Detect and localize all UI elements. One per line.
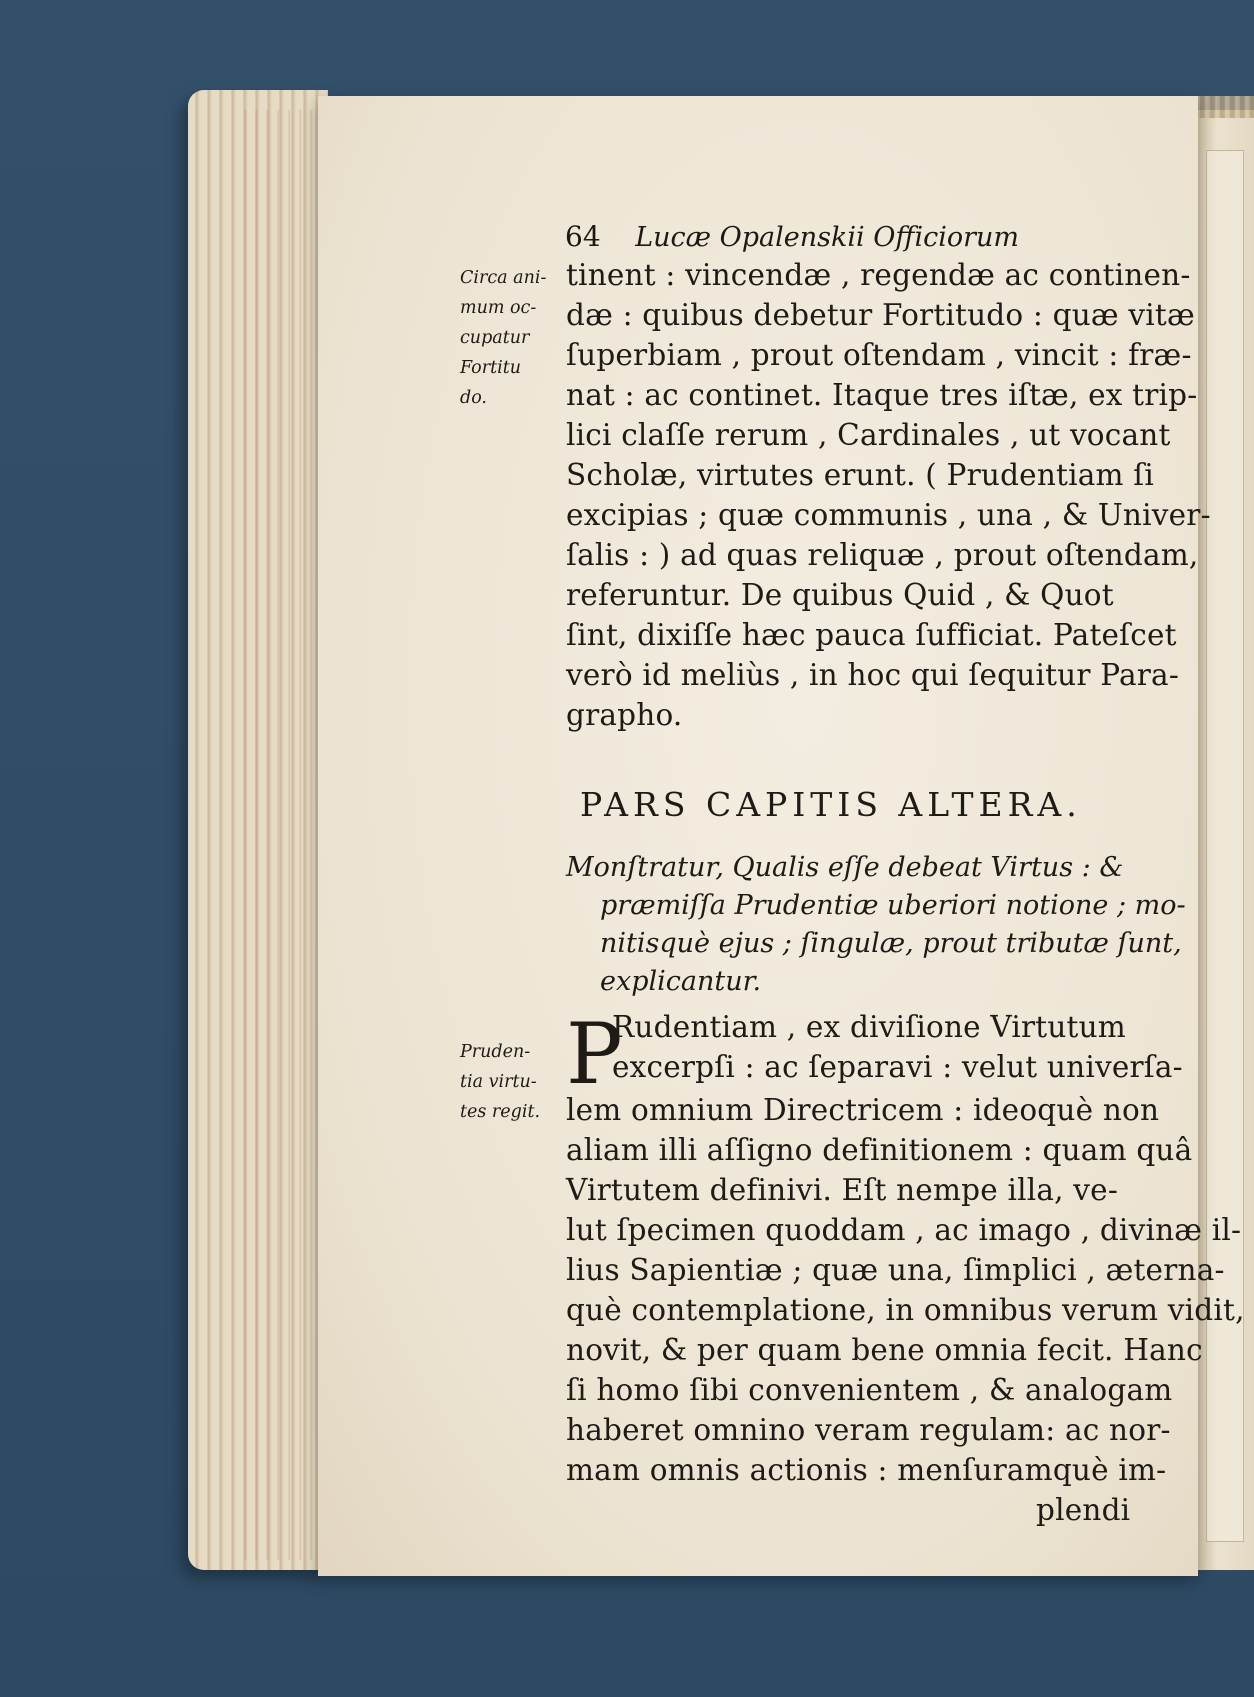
sidenote-line: Circa ani- (460, 268, 547, 288)
summary-line: explicantur. (600, 966, 762, 997)
running-head (565, 220, 1019, 253)
text-line: dæ : quibus debetur Fortitudo : quæ vitæ (566, 298, 1195, 332)
text-line: lici claſſe rerum , Cardinales , ut vocant (566, 418, 1171, 452)
summary-line: præmiſſa Prudentiæ uberiori notione ; mo- (600, 890, 1186, 921)
text-line: nat : ac continet. Itaque tres iſtæ, ex trip- (566, 378, 1198, 412)
sidenote-line: tes regit. (460, 1102, 541, 1122)
page-number: 64 (565, 220, 601, 253)
sidenote-line: Pruden- (460, 1042, 531, 1062)
text-line: Scholæ, virtutes erunt. ( Prudentiam ſi (566, 458, 1155, 492)
text-line: Virtutem definivi. Eſt nempe illa, ve- (566, 1173, 1118, 1207)
summary-line: nitisquè ejus ; ſingulæ, prout tributæ ſunt, (600, 928, 1182, 959)
text-line: ſalis : ) ad quas reliquæ , prout oſtendam, (566, 538, 1199, 572)
sidenote-line: do. (460, 388, 487, 408)
facing-page-strip (1206, 150, 1244, 1542)
text-line: mam omnis actionis : menſuramquè im- (566, 1453, 1167, 1487)
running-title: Lucæ Opalenskii Officiorum (635, 222, 1020, 253)
text-line: lut ſpecimen quoddam , ac imago , divinæ il- (566, 1213, 1242, 1247)
text-line: novit, & per quam bene omnia fecit. Hanc (566, 1333, 1203, 1367)
text-line: ſuperbiam , prout oſtendam , vincit : fræ- (566, 338, 1192, 372)
facing-page (1196, 110, 1254, 1570)
sidenote-line: cupatur (460, 328, 530, 348)
sidenote-line: Fortitu (460, 358, 522, 378)
text-line: lius Sapientiæ ; quæ una, ſimplici , æterna- (566, 1253, 1225, 1287)
text-line: verò id meliùs , in hoc qui ſequitur Para- (566, 658, 1179, 692)
text-line: ſint, dixiſſe hæc pauca ſufficiat. Pateſcet (566, 618, 1177, 652)
drop-cap: P (566, 1005, 623, 1103)
text-line: tinent : vincendæ , regendæ ac continen- (566, 258, 1191, 292)
red-edge-lines (236, 110, 316, 1560)
text-line: Rudentiam , ex diviſione Virtutum (612, 1010, 1126, 1044)
sidenote-line: mum oc- (460, 298, 537, 318)
text-line: haberet omnino veram regulam: ac nor- (566, 1413, 1171, 1447)
text-line: grapho. (566, 698, 683, 732)
text-line: lem omnium Directricem : ideoquè non (566, 1093, 1160, 1127)
text-line: què contemplatione, in omnibus verum vidit, (566, 1293, 1245, 1327)
text-line: excerpſi : ac ſeparavi : velut univerſa- (612, 1050, 1183, 1084)
section-heading: PARS CAPITIS ALTERA. (580, 785, 1082, 824)
sidenote-line: tia virtu- (460, 1072, 537, 1092)
summary-line: Monſtratur, Qualis eſſe debeat Virtus : & (566, 852, 1124, 883)
text-line: aliam illi aſſigno definitionem : quam quâ (566, 1133, 1193, 1167)
catchword: plendi (1036, 1493, 1131, 1527)
text-line: excipias ; quæ communis , una , & Univer- (566, 498, 1211, 532)
text-line: ſi homo ſibi convenientem , & analogam (566, 1373, 1173, 1407)
text-line: referuntur. De quibus Quid , & Quot (566, 578, 1114, 612)
